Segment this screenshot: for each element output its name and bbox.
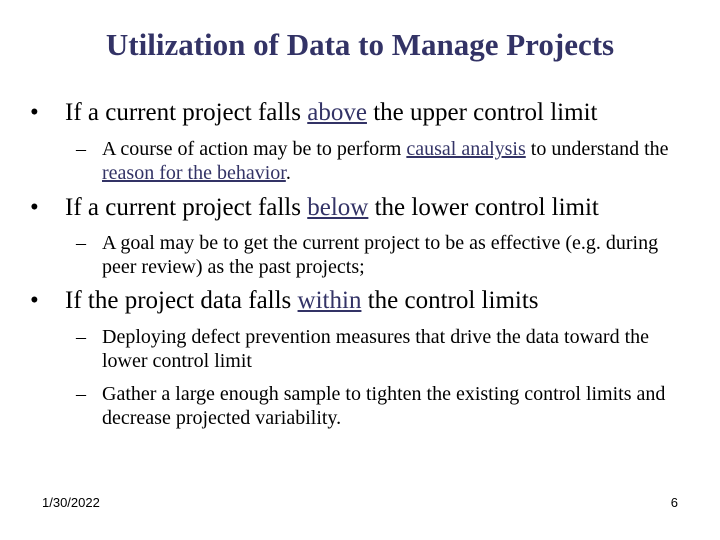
sub-bullet-text bbox=[76, 137, 696, 185]
sub-bullet-text: Deploying defect prevention measures that drive the data toward the lower control limit bbox=[102, 326, 650, 372]
sub-bullet-item bbox=[76, 137, 696, 185]
bullet-text bbox=[30, 286, 710, 316]
slide-title: Utilization of Data to Manage Projects bbox=[105, 27, 615, 62]
sub-bullet-item bbox=[76, 382, 696, 430]
bullet-text-part: the upper control limit bbox=[366, 99, 598, 126]
bullet-text-part: the control limits bbox=[361, 287, 539, 314]
bullet-item bbox=[30, 98, 710, 128]
bullet-text bbox=[30, 193, 710, 223]
sub-bullet-text: Gather a large enough sample to tighten the existing control limits and decrease projected variability. bbox=[102, 383, 666, 429]
hyperlink-below[interactable]: below bbox=[307, 194, 369, 221]
bullet-icon: • bbox=[30, 194, 39, 221]
sub-bullet-text-part: A course of action may be to perform bbox=[102, 138, 407, 160]
dash-icon: – bbox=[76, 138, 86, 160]
hyperlink-reason-for-the-behavior[interactable]: reason for the behavior bbox=[102, 162, 286, 184]
page-number: 6 bbox=[670, 495, 678, 510]
hyperlink-within[interactable]: within bbox=[297, 287, 362, 314]
footer-date: 1/30/2022 bbox=[42, 495, 100, 510]
bullet-text-part: If a current project falls bbox=[65, 194, 308, 221]
sub-bullet-item bbox=[76, 231, 696, 279]
sub-bullet-text-part: . bbox=[285, 162, 291, 184]
sub-bullet-text-part: to understand the bbox=[525, 138, 669, 160]
sub-bullet-text: A goal may be to get the current project to be as effective (e.g. during peer review) as the past projects; bbox=[102, 232, 659, 278]
bullet-icon: • bbox=[30, 99, 39, 126]
hyperlink-causal-analysis[interactable]: causal analysis bbox=[406, 138, 526, 160]
dash-icon: – bbox=[76, 232, 86, 254]
bullet-icon: • bbox=[30, 287, 39, 314]
bullet-item bbox=[30, 286, 710, 316]
bullet-item bbox=[30, 193, 710, 223]
bullet-text-part: If a current project falls bbox=[65, 99, 308, 126]
dash-icon: – bbox=[76, 326, 86, 348]
dash-icon: – bbox=[76, 383, 86, 405]
bullet-text-part: the lower control limit bbox=[368, 194, 599, 221]
bullet-text-part: If the project data falls bbox=[65, 287, 298, 314]
sub-bullet-item bbox=[76, 325, 696, 373]
hyperlink-above[interactable]: above bbox=[307, 99, 367, 126]
bullet-text bbox=[30, 98, 710, 128]
